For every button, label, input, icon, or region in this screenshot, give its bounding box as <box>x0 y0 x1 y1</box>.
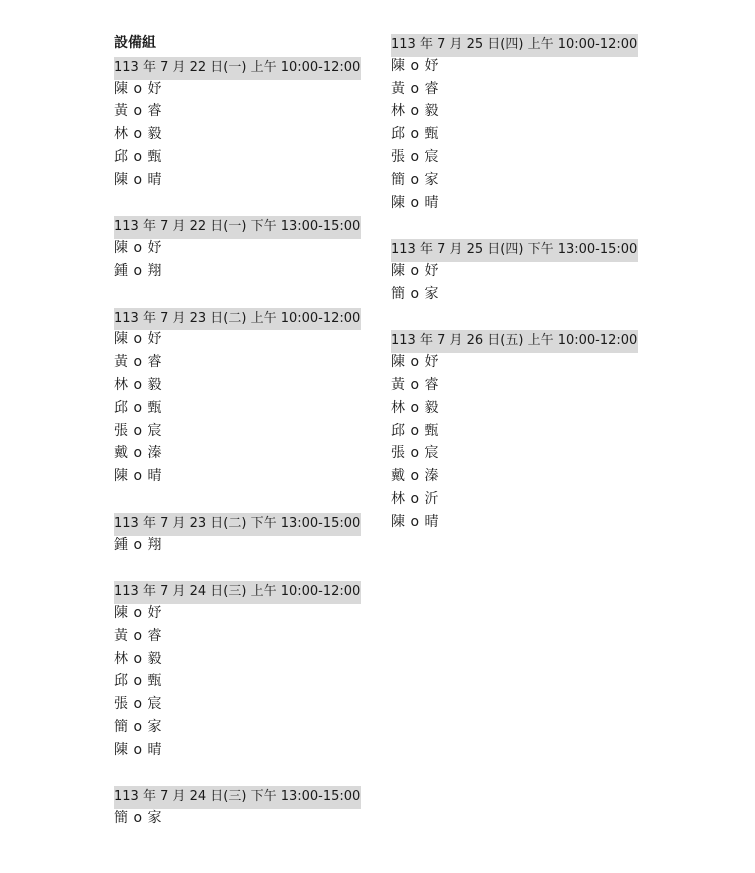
blank-line <box>114 488 354 511</box>
session-header-line <box>391 237 638 260</box>
session-header-line <box>114 784 361 807</box>
member-name: 陳 o 妤 <box>114 604 162 621</box>
member-name: 林 o 毅 <box>391 399 439 416</box>
member-name: 陳 o 晴 <box>114 171 162 188</box>
blank-line <box>391 306 631 329</box>
session-block <box>114 784 361 830</box>
session-block <box>114 214 361 282</box>
member-name: 陳 o 妤 <box>391 57 439 74</box>
session-header-line <box>391 32 638 55</box>
session-header-line <box>391 328 638 351</box>
session-header: 113 年 7 月 23 日(二) 上午 10:00-12:00 <box>114 308 361 331</box>
session-header-line <box>114 306 361 329</box>
member-name: 張 o 宸 <box>391 445 439 462</box>
member-name: 陳 o 妤 <box>391 262 439 279</box>
session-header: 113 年 7 月 24 日(三) 上午 10:00-12:00 <box>114 581 361 604</box>
group-title: 設備組 <box>114 35 156 51</box>
session-block <box>114 306 361 488</box>
session-block <box>114 579 361 761</box>
session-header-line <box>114 55 361 78</box>
member-name: 林 o 毅 <box>114 650 162 667</box>
member-name: 黃 o 睿 <box>114 627 162 644</box>
session-header-line <box>114 214 361 237</box>
left-column <box>114 32 361 830</box>
session-header-line <box>114 511 361 534</box>
blank-line <box>114 556 354 579</box>
member-name: 鍾 o 翔 <box>114 262 162 279</box>
session-header: 113 年 7 月 23 日(二) 下午 13:00-15:00 <box>114 513 361 536</box>
session-header-line <box>114 579 361 602</box>
member-name: 邱 o 甄 <box>391 422 439 439</box>
session-header: 113 年 7 月 24 日(三) 下午 13:00-15:00 <box>114 786 361 809</box>
member-name: 黃 o 睿 <box>391 80 439 97</box>
member-name: 張 o 宸 <box>114 696 162 713</box>
blank-line <box>114 192 354 215</box>
session-header: 113 年 7 月 26 日(五) 上午 10:00-12:00 <box>391 330 638 353</box>
member-name: 陳 o 妤 <box>114 331 162 348</box>
member-name: 林 o 毅 <box>114 126 162 143</box>
blank-line <box>391 214 631 237</box>
member-name: 邱 o 甄 <box>114 673 162 690</box>
blank-line <box>114 283 354 306</box>
session-header: 113 年 7 月 25 日(四) 上午 10:00-12:00 <box>391 34 638 57</box>
member-name: 陳 o 晴 <box>391 513 439 530</box>
session-block <box>391 32 638 214</box>
member-name: 簡 o 家 <box>114 718 162 735</box>
session-header: 113 年 7 月 25 日(四) 下午 13:00-15:00 <box>391 239 638 262</box>
member-name: 陳 o 晴 <box>391 194 439 211</box>
member-name: 簡 o 家 <box>391 171 439 188</box>
member-name: 黃 o 睿 <box>114 354 162 371</box>
member-name: 陳 o 晴 <box>114 468 162 485</box>
member-name: 陳 o 妤 <box>114 80 162 97</box>
member-name: 陳 o 妤 <box>114 240 162 257</box>
session-block <box>391 328 638 533</box>
member-name: 戴 o 溱 <box>114 445 162 462</box>
session-header: 113 年 7 月 22 日(一) 上午 10:00-12:00 <box>114 57 361 80</box>
member-name: 簡 o 家 <box>391 285 439 302</box>
member-name: 邱 o 甄 <box>114 399 162 416</box>
member-name: 陳 o 晴 <box>114 741 162 758</box>
member-name: 簡 o 家 <box>114 810 162 827</box>
member-name: 陳 o 妤 <box>391 354 439 371</box>
member-name: 林 o 沂 <box>391 490 439 507</box>
member-name: 戴 o 溱 <box>391 468 439 485</box>
member-name: 張 o 宸 <box>114 422 162 439</box>
blank-line <box>114 762 354 785</box>
member-name: 邱 o 甄 <box>114 148 162 165</box>
member-name: 林 o 毅 <box>114 376 162 393</box>
right-column <box>391 32 638 534</box>
session-block <box>114 511 361 557</box>
member-name: 張 o 宸 <box>391 148 439 165</box>
session-block <box>391 237 638 305</box>
member-name: 邱 o 甄 <box>391 126 439 143</box>
session-block <box>114 55 361 192</box>
member-name: 林 o 毅 <box>391 103 439 120</box>
session-header: 113 年 7 月 22 日(一) 下午 13:00-15:00 <box>114 216 361 239</box>
member-name: 黃 o 睿 <box>391 376 439 393</box>
member-name: 黃 o 睿 <box>114 103 162 120</box>
member-name: 鍾 o 翔 <box>114 536 162 553</box>
